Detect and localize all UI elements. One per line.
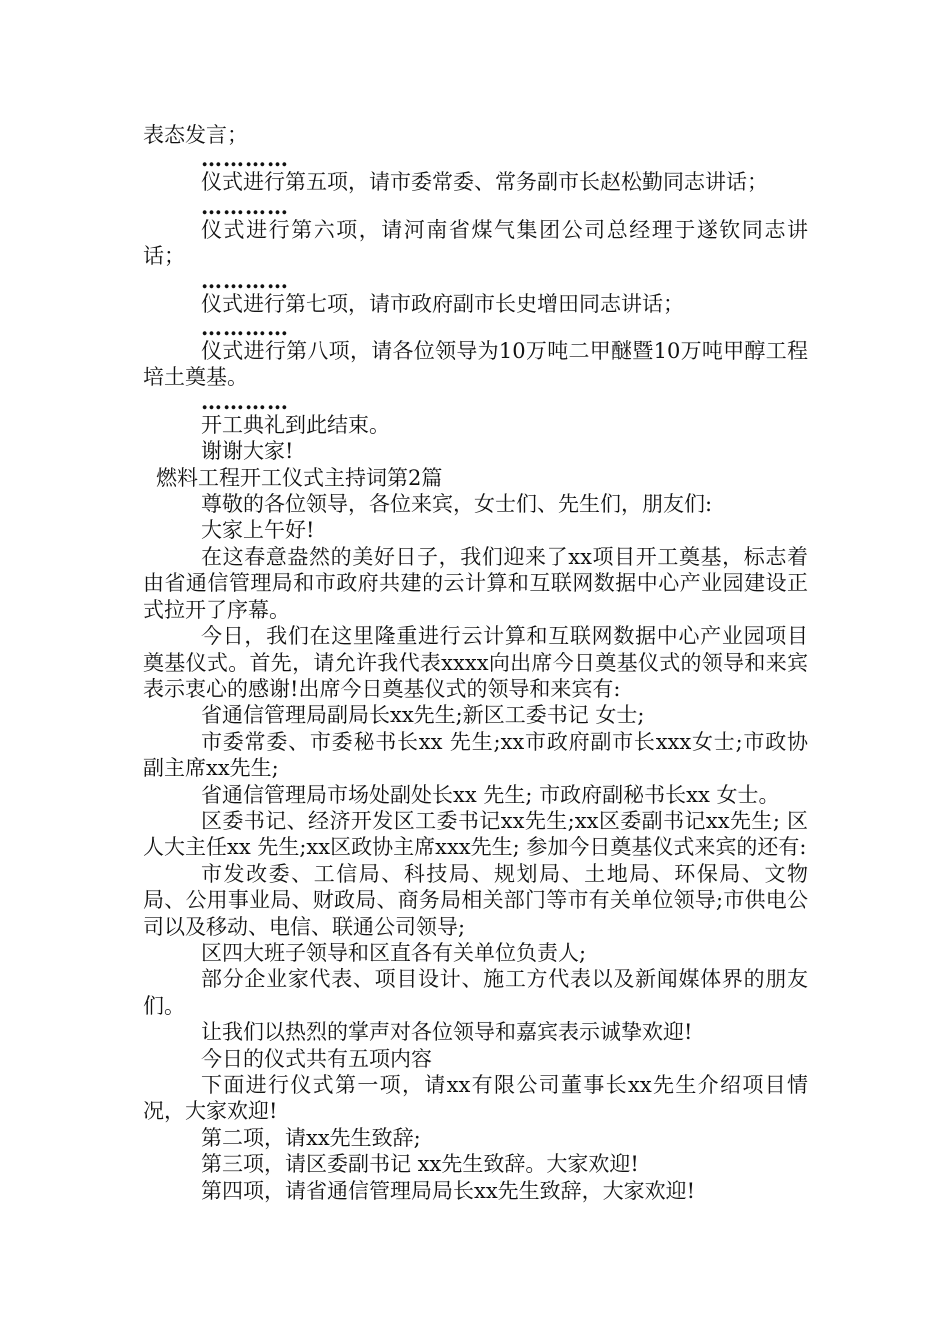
paragraph: 区委书记、经济开发区工委书记xx先生;xx区委副书记xx先生; 区人大主任xx 先生;xx区政协主席xxx先生; 参加今日奠基仪式来宾的还有: <box>143 808 808 860</box>
paragraph: 省通信管理局副局长xx先生;新区工委书记 女士; <box>201 703 645 728</box>
paragraph: 今日的仪式共有五项内容 <box>201 1046 432 1071</box>
paragraph: 尊敬的各位领导，各位来宾，女士们、先生们，朋友们: <box>201 492 713 517</box>
paragraph: 市委常委、市委秘书长xx 先生;xx市政府副市长xxx女士;市政协副主席xx先生; <box>143 729 808 781</box>
paragraph: 仪式进行第六项，请河南省煤气集团公司总经理于遂钦同志讲话； <box>143 217 808 269</box>
ellipsis-separator: ………… <box>201 269 289 291</box>
ellipsis-separator: ………… <box>201 148 289 170</box>
paragraph: 第三项，请区委副书记 xx先生致辞。大家欢迎! <box>201 1152 639 1177</box>
paragraph: 在这春意盎然的美好日子，我们迎来了xx项目开工奠基，标志着由省通信管理局和市政府共建的云计算和互联网数据中心产业园建设正式拉开了序幕。 <box>143 544 808 622</box>
ellipsis-separator: ………… <box>201 195 289 217</box>
paragraph: 仪式进行第八项，请各位领导为10万吨二甲醚暨10万吨甲醇工程培土奠基。 <box>143 339 808 390</box>
section-heading: 燃料工程开工仪式主持词第2篇 <box>156 465 443 490</box>
ellipsis-separator: ………… <box>201 390 289 412</box>
paragraph: 让我们以热烈的掌声对各位领导和嘉宾表示诚挚欢迎! <box>201 1020 693 1045</box>
paragraph: 仪式进行第七项，请市政府副市长史增田同志讲话； <box>201 291 684 316</box>
paragraph: 大家上午好! <box>201 518 315 543</box>
paragraph: 第四项，请省通信管理局局长xx先生致辞，大家欢迎! <box>201 1178 696 1203</box>
paragraph: 今日，我们在这里隆重进行云计算和互联网数据中心产业园项目奠基仪式。首先，请允许我代表xxxx向出席今日奠基仪式的领导和来宾表示衷心的感谢!出席今日奠基仪式的领导和来宾有: <box>143 624 808 701</box>
paragraph: 第二项，请xx先生致辞; <box>201 1125 421 1150</box>
paragraph: 表态发言； <box>143 123 248 147</box>
paragraph: 开工典礼到此结束。 <box>201 412 390 437</box>
paragraph: 区四大班子领导和区直各有关单位负责人; <box>201 940 587 965</box>
document-body <box>143 122 808 1204</box>
ellipsis-separator: ………… <box>201 317 289 339</box>
paragraph: 谢谢大家! <box>201 439 294 464</box>
paragraph: 市发改委、工信局、科技局、规划局、土地局、环保局、文物局、公用事业局、财政局、商务局相关部门等市有关单位领导;市供电公司以及移动、电信、联通公司领导; <box>143 861 808 939</box>
paragraph: 省通信管理局市场处副处长xx 先生; 市政府副秘书长xx 女士。 <box>201 782 780 807</box>
paragraph: 下面进行仪式第一项，请xx有限公司董事长xx先生介绍项目情况，大家欢迎! <box>143 1073 808 1124</box>
paragraph: 部分企业家代表、项目设计、施工方代表以及新闻媒体界的朋友们。 <box>143 967 808 1018</box>
paragraph: 仪式进行第五项，请市委常委、常务副市长赵松勤同志讲话； <box>201 170 768 195</box>
